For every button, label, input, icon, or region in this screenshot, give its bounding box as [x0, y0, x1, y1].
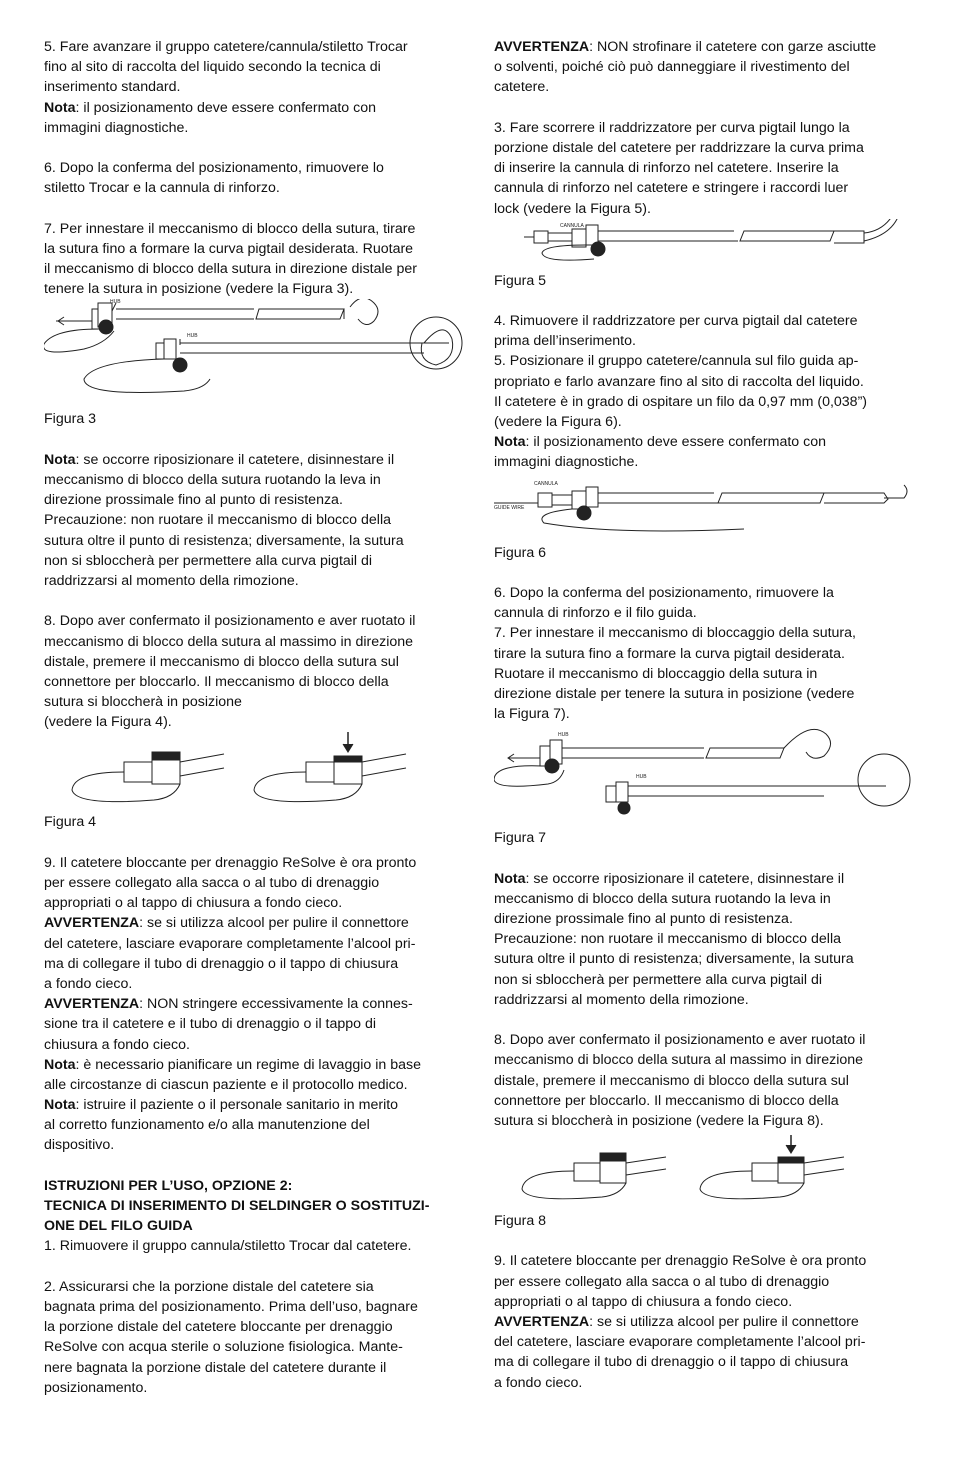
note-label: Nota: [44, 99, 76, 116]
hub-label: HUB: [187, 333, 198, 340]
step-9-right: 9. Il catetere bloccante per drenaggio ReSolve è ora pronto per essere collegato alla sacca o al tubo di drenaggio appropriati o al tappo di chiusura a fondo cieco. AVVERTENZA: se si utilizza alcool per pulire il connettore del catetere, lasciare evaporare completamente l’alcool pri- ma di collegare il tubo di drenaggio o il tappo di chiusura a fondo cieco.: [494, 1253, 867, 1391]
figure-5-caption: Figura 5: [494, 272, 547, 289]
hub-label: HUB: [636, 774, 647, 781]
step-h2: 2. Assicurarsi che la porzione distale del catetere sia bagnata prima del posizionamento. Prima dell’uso, bagnare la porzione distale del catetere bloccante per drenaggio ReSolve con acqua sterile o soluzione fisiologica. Mante- nere bagnata la porzione distale del catetere durante il posizionamento.: [44, 1278, 418, 1396]
figure-3-illustration: [44, 299, 464, 409]
step-8: 8. Dopo aver confermato il posizionamento e aver ruotato il meccanismo di blocco della sutura al massimo in direzione distale, premere il meccanismo di blocco della sutura sul connettore per bloccarlo. Il meccanismo di blocco della sutura si bloccherà in posizione (vedere la Figura 4).: [44, 613, 416, 731]
cannula-label: CANNULA: [560, 222, 584, 229]
step-7-right: 7. Per innestare il meccanismo di bloccaggio della sutura, tirare la sutura fino a formare la curva pigtail desiderata. Ruotare il meccanismo di bloccaggio della sutura in direzione distale per tenere la sutura in posizione (vedere la Figura 7).: [494, 625, 856, 723]
step-9: 9. Il catetere bloccante per drenaggio ReSolve è ora pronto per essere collegato alla sacca o al tubo di drenaggio appropriati o al tappo di chiusura a fondo cieco. AVVERTENZA: se si utilizza alcool per pulire il connettore del catetere, lasciare evaporare completamente l’alcool pri- ma di collegare il tubo di drenaggio o il tappo di chiusura a fondo cieco. AVVERTENZA: NON stringere eccessivamente la connes- sione tra il catetere e il tubo di drenaggio o il tappo di chiusura a fondo cieco. Nota: è necessario pianificare un regime di lavaggio in base alle circostanze di ciascun paziente e il protocollo medico. Nota: istruire il paziente o il personale sanitario in merito al corretto funzionamento e/o alla manutenzione del dispositivo.: [44, 854, 421, 1154]
figure-7-caption: Figura 7: [494, 830, 547, 847]
figure-6-illustration: [494, 473, 914, 543]
figure-5-illustration: [494, 219, 914, 271]
figure-4-illustration: [44, 732, 464, 812]
step-5-right: 5. Posizionare il gruppo catetere/cannula sul filo guida ap- propriato e farlo avanzare fino al sito di raccolta del liquido. Il catetere è in grado di ospitare un filo da 0,97 mm (0,038”) (vedere la Figura 6). Nota: il posizionamento deve essere confermato con immagini diagnostiche.: [494, 353, 868, 471]
section-heading: ISTRUZIONI PER L’USO, OPZIONE 2: TECNICA DI INSERIMENTO DI SELDINGER O SOSTITUZI- ONE DEL FILO GUIDA: [44, 1177, 430, 1235]
step-5: 5. Fare avanzare il gruppo catetere/cannula/stiletto Trocar fino al sito di raccolta del liquido secondo la tecnica di inserimento standard. Nota: il posizionamento deve essere confermato con immagini diagnostiche.: [44, 39, 408, 136]
step-8-right: 8. Dopo aver confermato il posizionamento e aver ruotato il meccanismo di blocco della sutura al massimo in direzione distale, premere il meccanismo di blocco della sutura sul connettore per bloccarlo. Il meccanismo di blocco della sutura si bloccherà in posizione (vedere la Figura 8).: [494, 1032, 866, 1129]
figure-4-caption: Figura 4: [44, 814, 97, 831]
figure-8-caption: Figura 8: [494, 1213, 547, 1230]
step-h1: 1. Rimuovere il gruppo cannula/stiletto Trocar dal catetere.: [44, 1238, 412, 1255]
cannula-label: CANNULA: [534, 480, 558, 487]
hub-label: HUB: [110, 299, 121, 306]
step-3: 3. Fare scorrere il raddrizzatore per curva pigtail lungo la porzione distale del catetere per raddrizzare la curva prima di inserire la cannula di rinforzo nel catetere. Inserire la cannula di rinforzo nel catetere e stringere i raccordi luer lock (vedere la Figura 5).: [494, 119, 864, 217]
step-6-right: 6. Dopo la conferma del posizionamento, rimuovere la cannula di rinforzo e il filo guida.: [494, 584, 834, 622]
figure-7-illustration: [494, 724, 914, 828]
warning-rub: AVVERTENZA: NON strofinare il catetere con garze asciutte o solventi, poiché ciò può danneggiare il rivestimento del catetere.: [494, 39, 877, 96]
figure-3-caption: Figura 3: [44, 411, 97, 428]
figure-6-caption: Figura 6: [494, 544, 547, 561]
step-4: 4. Rimuovere il raddrizzatore per curva pigtail dal catetere prima dell’inserimento.: [494, 313, 858, 350]
guide-wire-label: GUIDE WIRE: [494, 504, 525, 511]
note-reposition: Nota: se occorre riposizionare il catetere, disinnestare il meccanismo di blocco della sutura ruotando la leva in direzione prossimale fino al punto di resistenza. Precauzione: non ruotare il meccanismo di blocco della sutura oltre il punto di resistenza; diversamente, la sutura non si sbloccherà per permettere alla curva pigtail di raddrizzarsi al momento della rimozione.: [44, 451, 404, 589]
step-7: 7. Per innestare il meccanismo di blocco della sutura, tirare la sutura fino a formare la curva pigtail desiderata. Ruotare il meccanismo di blocco della sutura in direzione distale per tenere la sutura in posizione (vedere la Figura 3).: [44, 220, 418, 298]
figure-8-illustration: [494, 1131, 914, 1211]
note-reposition-right: Nota: se occorre riposizionare il catetere, disinnestare il meccanismo di blocco della sutura ruotando la leva in direzione prossimale fino al punto di resistenza. Precauzione: non ruotare il meccanismo di blocco della sutura oltre il punto di resistenza; diversamente, la sutura non si sbloccherà per permettere alla curva pigtail di raddrizzarsi al momento della rimozione.: [494, 870, 854, 1008]
hub-label: HUB: [558, 732, 569, 739]
right-column: [494, 37, 914, 1393]
left-column: [44, 37, 464, 1398]
step-6: 6. Dopo la conferma del posizionamento, rimuovere lo stiletto Trocar e la cannula di rinforzo.: [44, 160, 384, 197]
